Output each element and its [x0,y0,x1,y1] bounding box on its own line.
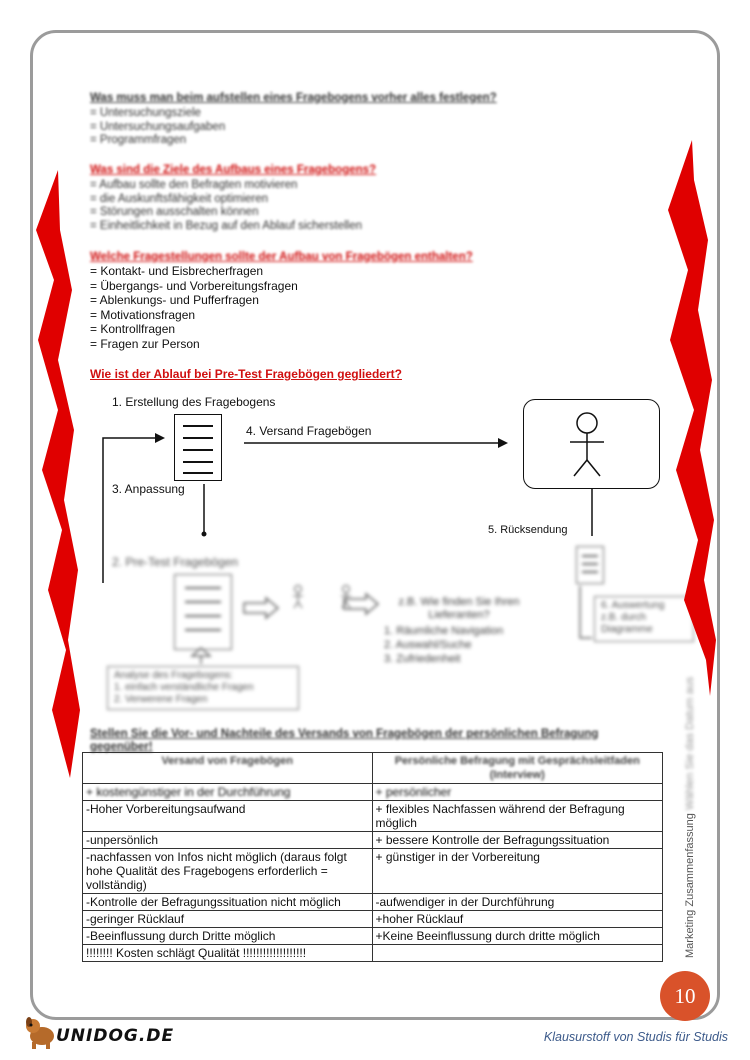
list-item: = Aufbau sollte den Befragten motivieren [90,179,298,191]
list-item: = Einheitlichkeit in Bezug auf den Ablauf sicherstellen [90,219,363,232]
analysis-line: 1. einfach verständliche Fragen [114,682,254,693]
step-5-label: 5. Rücksendung [488,524,568,536]
evaluation-line: Diagramme [601,624,653,635]
list-item: 1. Räumliche Navigation [384,625,504,637]
step-3-label: 3. Anpassung [112,482,185,496]
list-item: = Fragen zur Person [90,336,200,351]
pretest-document-icon [174,574,232,650]
returned-document-icon [576,546,604,584]
evaluation-connector [576,586,596,646]
evaluation-line: z.B. durch [601,612,647,623]
return-connector [584,488,600,538]
evaluation-line: 6. Auswertung [601,600,665,611]
step-2-label: 2. Pre-Test Fragebögen [112,555,239,569]
list-item: 2. Auswahl/Suche [384,639,472,651]
table-row [83,945,663,962]
table-header: Persönliche Befragung mit Gesprächsleitfaden (Interview) [372,753,662,784]
table-cell: -nachfassen von Infos nicht möglich (daraus folgt hohe Qualität des Fragebogens erforderlich = vollständig) [83,849,373,894]
list-item: 3. Zufriedenheit [384,653,461,665]
torn-edge-right-decoration [654,140,724,700]
table-row [83,801,663,832]
up-down-arrow-icon [188,646,214,666]
table-cell [372,945,662,962]
table-row [83,911,663,928]
side-label-title: Marketing Zusammenfassung [684,813,696,958]
table-cell: -geringer Rücklauf [83,911,373,928]
question-3-title: Welche Fragestellungen sollte der Aufbau von Fragebögen enthalten? [90,251,473,263]
list-item: = Ablenkungs- und Pufferfragen [90,293,259,307]
example-question: z.B. Wie finden Sie Ihren Lieferanten? [398,596,520,621]
dog-logo-icon [22,1014,58,1050]
table-row [83,784,663,801]
table-cell: -Kontrolle der Befragungssituation nicht möglich [83,894,373,911]
brand-logo: UNIDOG.DE [56,1026,175,1046]
list-item: = Übergangs- und Vorbereitungsfragen [90,278,298,293]
list-item: = Untersuchungsaufgaben [90,120,226,133]
comparison-table [82,752,663,962]
list-item: = Motivationsfragen [90,307,196,322]
footer-slogan: Klausurstoff von Studis für Studis [543,1030,728,1044]
list-item: = Untersuchungsziele [90,107,201,119]
table-cell: -unpersönlich [83,832,373,849]
question-3-list [90,264,298,351]
table-cell: !!!!!!!! Kosten schlägt Qualität !!!!!!!!!!!!!!!!!!! [83,945,373,962]
table-row [83,849,663,894]
questionnaire-document-icon [174,414,222,481]
arrow-right-icon [242,596,282,620]
small-person-icon [290,584,306,610]
table-section-title: Stellen Sie die Vor- und Nachteile des Versands von Fragebögen der persönlichen Befragung gegenüber! [90,728,599,753]
side-label [684,677,696,958]
table-cell: + persönlicher [372,784,662,801]
analysis-box [107,666,299,710]
table-cell: + bessere Kontrolle der Befragungssituation [372,832,662,849]
analysis-line: 2. Verwerene Fragen [114,694,208,705]
torn-edge-left-decoration [28,170,88,780]
table-header: Versand von Fragebögen [83,753,373,784]
table-cell: +hoher Rücklauf [372,911,662,928]
table-cell: +Keine Beeinflussung durch dritte möglich [372,928,662,945]
table-cell: -Beeinflussung durch Dritte möglich [83,928,373,945]
table-row [83,894,663,911]
step-4-label: 4. Versand Fragebögen [246,424,372,438]
table-cell: + kostengünstiger in der Durchführung [83,784,373,801]
table-row [83,928,663,945]
example-options [384,624,503,666]
question-2-list [90,179,362,233]
person-icon [562,410,612,484]
list-item: = Kontakt- und Eisbrecherfragen [90,264,264,278]
question-2-title: Was sind die Ziele des Aufbaus eines Fragebogens? [90,164,377,176]
analysis-line: Analyse des Fragebogens: [114,670,233,681]
list-item: = Störungen ausschalten können [90,206,259,218]
table-cell: -Hoher Vorbereitungsaufwand [83,801,373,832]
question-1-title: Was muss man beim aufstellen eines Fragebogens vorher alles festlegen? [90,92,497,104]
table-cell: + günstiger in der Vorbereitung [372,849,662,894]
list-item: = die Auskunftsfähigkeit optimieren [90,192,269,205]
table-header-row [83,753,663,784]
table-cell: -aufwendiger in der Durchführung [372,894,662,911]
list-item: = Kontrollfragen [90,322,176,336]
down-connector [196,484,212,544]
arrow-right-icon [342,592,382,616]
page-number: 10 [660,971,710,1021]
table-row [83,832,663,849]
table-cell: + flexibles Nachfassen während der Befragung möglich [372,801,662,832]
side-label-date: Wählen Sie das Datum aus [684,676,696,811]
question-4-title: Wie ist der Ablauf bei Pre-Test Fragebögen gegliedert? [90,367,402,381]
question-1-list [90,107,225,148]
send-arrow [240,436,510,450]
list-item: = Programmfragen [90,134,187,146]
step-1-label: 1. Erstellung des Fragebogens [112,395,276,409]
